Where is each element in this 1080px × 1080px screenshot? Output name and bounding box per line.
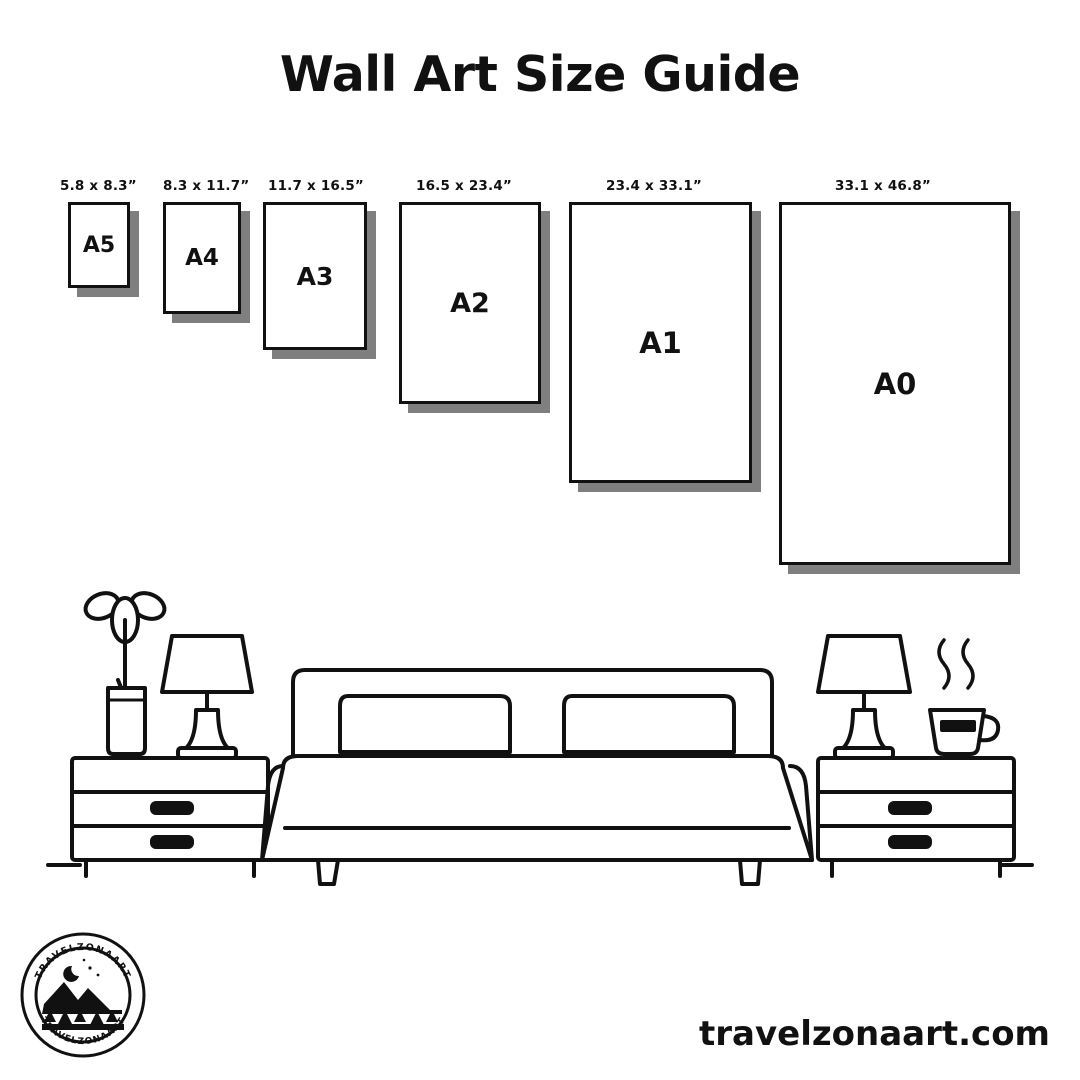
frame-a2 — [399, 202, 541, 404]
frame-box-a3 — [263, 202, 367, 350]
bed — [262, 670, 812, 884]
frame-a1 — [569, 202, 752, 483]
frame-box-a4 — [163, 202, 241, 314]
brand-logo — [18, 930, 148, 1060]
frame-a0 — [779, 202, 1011, 565]
frame-box-a2 — [399, 202, 541, 404]
size-dimensions-a2: 16.5 x 23.4” — [416, 178, 512, 194]
size-dimensions-a0: 33.1 x 46.8” — [835, 178, 931, 194]
page-title: Wall Art Size Guide — [279, 46, 801, 103]
brand-logo-svg — [18, 930, 148, 1060]
frame-label-a5: A5 — [82, 232, 116, 258]
logo-text-bottom: TRAVELZONAART — [38, 1015, 128, 1048]
website-url[interactable]: travelzonaart.com — [699, 1014, 1050, 1054]
bedroom-scene-svg — [0, 560, 1080, 910]
size-dimensions-a5: 5.8 x 8.3” — [60, 178, 137, 194]
size-dimensions-a1: 23.4 x 33.1” — [606, 178, 702, 194]
left-nightstand — [72, 758, 268, 876]
right-nightstand — [818, 758, 1014, 876]
frame-a5 — [68, 202, 130, 288]
frame-label-a2: A2 — [450, 287, 490, 319]
frame-box-a0 — [779, 202, 1011, 565]
logo-text-top: TRAVELZONAART — [33, 941, 133, 981]
bedroom-scene-illustration — [0, 560, 1080, 910]
frame-label-a1: A1 — [639, 325, 682, 360]
plant-vase — [82, 589, 169, 754]
frame-label-a3: A3 — [296, 261, 334, 291]
frame-a3 — [263, 202, 367, 350]
left-lamp — [162, 636, 252, 758]
size-dimensions-a4: 8.3 x 11.7” — [163, 178, 250, 194]
frame-box-a5 — [68, 202, 130, 288]
right-lamp — [818, 636, 910, 758]
coffee-mug — [930, 640, 998, 754]
frame-box-a1 — [569, 202, 752, 483]
size-chart — [0, 170, 1080, 590]
size-dimensions-a3: 11.7 x 16.5” — [268, 178, 364, 194]
frame-label-a4: A4 — [185, 245, 219, 271]
frame-a4 — [163, 202, 241, 314]
frame-label-a0: A0 — [873, 366, 917, 401]
